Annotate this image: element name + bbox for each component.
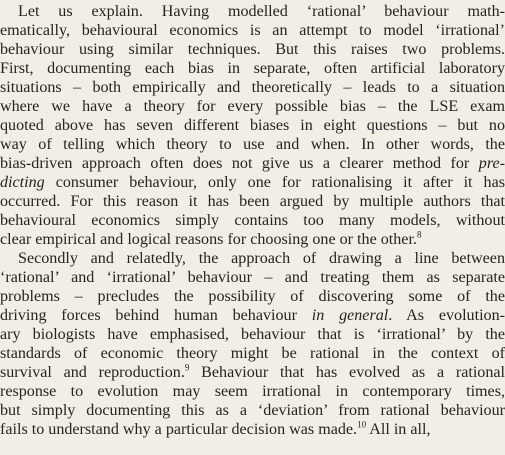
text-line [0, 173, 505, 192]
text-fragment: Behaviour that has evolved as a rational [189, 364, 505, 381]
text-line [0, 420, 505, 439]
italic-fragment: pre- [478, 155, 505, 172]
footnote-marker[interactable]: 9 [184, 363, 190, 373]
text-line [0, 306, 505, 325]
text-line [0, 154, 505, 173]
text-line: Secondly and relatedly, the approach of drawing a line between [18, 250, 505, 267]
text-fragment: fails to understand why a particular decision was made. [0, 421, 358, 438]
text-line [0, 230, 505, 249]
text-line: Let us explain. Having modelled ‘rational’ behaviour math- [18, 3, 505, 20]
text-line: First, documenting each bias in separate, often artificial laboratory [0, 60, 505, 77]
text-line: situations – both empirically and theoretically – leads to a situation [0, 79, 505, 96]
text-line [0, 363, 505, 382]
text-line: behavioural economics simply contains too many models, without [0, 212, 505, 229]
text-line: response to evolution may seem irrational in contemporary times, [0, 383, 505, 400]
text-line: occurred. For this reason it has been argued by multiple authors that [0, 193, 505, 210]
text-fragment: clear empirical and logical reasons for choosing one or the other. [0, 231, 417, 248]
text-fragment: survival and reproduction. [0, 364, 185, 381]
text-line: quoted above has seven different biases in eight questions – but no [0, 117, 505, 134]
text-line: ematically, behavioural economics is an attempt to model ‘irrational’ [0, 22, 505, 39]
text-line: where we have a theory for every possible bias – the LSE exam [0, 98, 505, 115]
text-fragment: bias-driven approach often does not give us a clearer method for [0, 155, 479, 172]
paragraph-2 [0, 249, 505, 439]
text-line: ‘rational’ and ‘irrational’ behaviour – and treating them as separate [0, 269, 505, 286]
italic-fragment: in general [311, 307, 389, 324]
text-fragment: All in all, [366, 421, 431, 438]
footnote-marker[interactable]: 8 [416, 230, 422, 240]
text-fragment: consumer behaviour, only one for rationalising it after it has [44, 174, 505, 191]
footnote-marker[interactable]: 10 [357, 420, 367, 430]
text-line: ary biologists have emphasised, behaviour that is ‘irrational’ by the [0, 326, 505, 343]
italic-fragment: dicting [0, 174, 45, 191]
text-line: problems – precludes the possibility of discovering some of the [0, 288, 505, 305]
text-fragment: . As evolution- [388, 307, 505, 324]
text-line: standards of economic theory might be rational in the context of [0, 345, 505, 362]
text-line: behaviour using similar techniques. But this raises two problems. [0, 41, 505, 58]
text-line: but simply documenting this as a ‘deviation’ from rational behaviour [0, 402, 505, 419]
text-line: way of telling which theory to use and when. In other words, the [0, 136, 505, 153]
text-fragment: driving forces behind human behaviour [0, 307, 312, 324]
paragraph-1 [0, 2, 505, 249]
